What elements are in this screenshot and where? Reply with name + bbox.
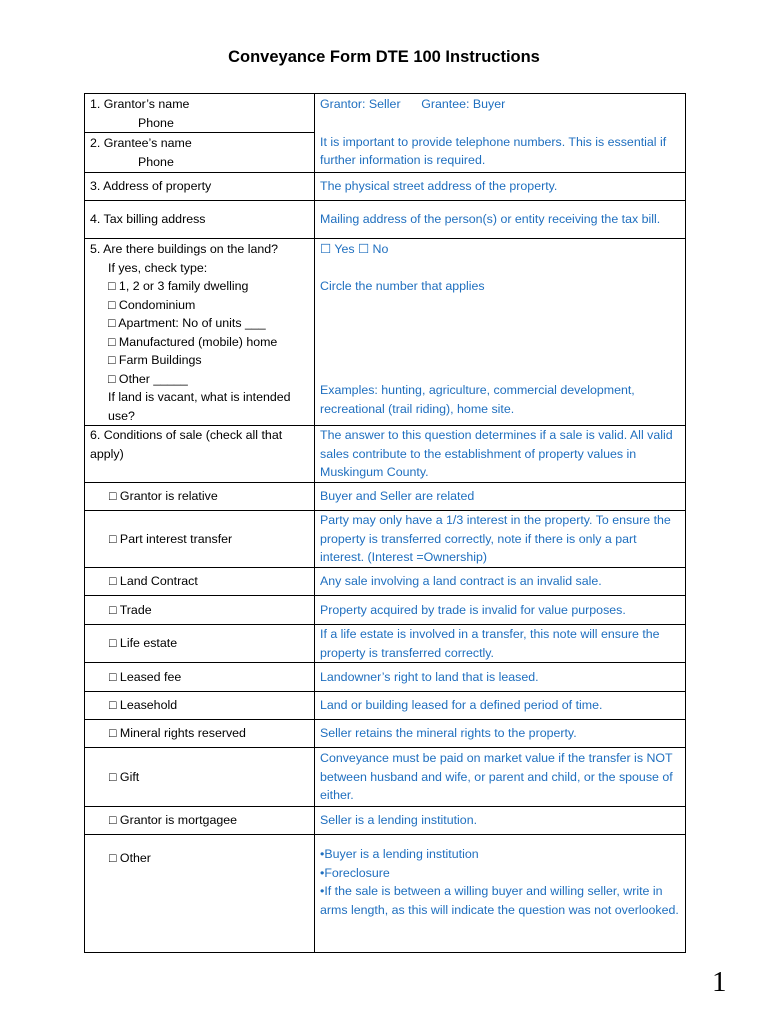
table-row bbox=[85, 596, 686, 625]
page-number: 1 bbox=[712, 966, 727, 998]
land-contract-description: Any sale involving a land contract is an invalid sale. bbox=[315, 568, 686, 596]
instructions-table bbox=[84, 93, 686, 953]
building-option: □ Condominium bbox=[108, 297, 196, 312]
mortgagee-label: □ Grantor is mortgagee bbox=[109, 813, 238, 828]
trade-label-cell bbox=[85, 596, 315, 625]
part-interest-description: Party may only have a 1/3 interest in the property. To ensure the property is transferred correctly, note if there is only a part interest. (Interest =Ownership) bbox=[315, 511, 686, 568]
table-row bbox=[85, 835, 686, 953]
other-label-cell bbox=[85, 835, 315, 953]
conditions-description: The answer to this question determines if a sale is valid. All valid sales contribute to the establishment of property values in Muskingum County. bbox=[315, 426, 686, 483]
leasehold-description: Land or building leased for a defined period of time. bbox=[315, 692, 686, 720]
grantor-grantee-description bbox=[315, 94, 686, 173]
trade-description: Property acquired by trade is invalid for value purposes. bbox=[315, 596, 686, 625]
building-option: □ Manufactured (mobile) home bbox=[108, 334, 278, 349]
conditions-label: 6. Conditions of sale (check all that apply) bbox=[85, 426, 315, 483]
table-row bbox=[85, 239, 686, 426]
land-use-examples: Examples: hunting, agriculture, commercial development, recreational (trail riding), home site. bbox=[320, 383, 635, 416]
grantor-label: 1. Grantor’s name bbox=[90, 97, 190, 111]
buildings-description bbox=[315, 239, 686, 426]
address-description: The physical street address of the property. bbox=[315, 173, 686, 201]
land-contract-label-cell bbox=[85, 568, 315, 596]
leased-fee-label-cell bbox=[85, 663, 315, 692]
mortgagee-label-cell bbox=[85, 807, 315, 835]
table-row bbox=[85, 511, 686, 568]
building-option: □ Farm Buildings bbox=[108, 353, 202, 367]
land-contract-label: □ Land Contract bbox=[109, 574, 198, 589]
leasehold-label: □ Leasehold bbox=[109, 698, 178, 713]
telephone-note: It is important to provide telephone numbers. This is essential if further information is required. bbox=[320, 134, 667, 167]
table-row bbox=[85, 692, 686, 720]
tax-billing-description: Mailing address of the person(s) or entity receiving the tax bill. bbox=[315, 201, 686, 239]
other-description bbox=[315, 835, 686, 953]
mortgagee-description: Seller is a lending institution. bbox=[315, 807, 686, 835]
tax-billing-label: 4. Tax billing address bbox=[85, 201, 315, 239]
relative-label-cell bbox=[85, 483, 315, 511]
table-row bbox=[85, 426, 686, 483]
table-row bbox=[85, 173, 686, 201]
gift-label: □ Gift bbox=[109, 769, 140, 784]
gift-description: Conveyance must be paid on market value if the transfer is NOT between husband and wife, or parent and child, or the spouse of either. bbox=[315, 748, 686, 807]
yes-no-checkboxes: ☐ Yes ☐ No bbox=[320, 242, 389, 256]
life-estate-description: If a life estate is involved in a transfer, this note will ensure the property is transferred correctly. bbox=[315, 625, 686, 663]
grantor-phone-label: Phone bbox=[138, 115, 174, 130]
vacant-land-question: If land is vacant, what is intended use? bbox=[108, 390, 291, 423]
building-option: □ Other _____ bbox=[108, 371, 188, 386]
buildings-question: 5. Are there buildings on the land? bbox=[90, 242, 279, 256]
building-type-prompt: If yes, check type: bbox=[108, 260, 208, 275]
leasehold-label-cell bbox=[85, 692, 315, 720]
table-row bbox=[85, 483, 686, 511]
building-option: □ Apartment: No of units ___ bbox=[108, 316, 266, 330]
table-row bbox=[85, 748, 686, 807]
table-row bbox=[85, 625, 686, 663]
grantee-label: 2. Grantee’s name bbox=[90, 136, 192, 150]
table-row bbox=[85, 720, 686, 748]
building-option: □ 1, 2 or 3 family dwelling bbox=[108, 279, 249, 293]
leased-fee-label: □ Leased fee bbox=[109, 669, 182, 684]
life-estate-label-cell bbox=[85, 625, 315, 663]
mineral-label: □ Mineral rights reserved bbox=[109, 726, 246, 741]
grantee-phone-label: Phone bbox=[138, 154, 174, 169]
other-label: □ Other bbox=[109, 851, 151, 865]
other-bullet: •Buyer is a lending institution bbox=[320, 847, 479, 861]
relative-description: Buyer and Seller are related bbox=[315, 483, 686, 511]
table-row bbox=[85, 94, 686, 133]
other-bullet: •Foreclosure bbox=[320, 865, 390, 880]
table-row bbox=[85, 663, 686, 692]
table-row bbox=[85, 807, 686, 835]
buildings-label-cell bbox=[85, 239, 315, 426]
trade-label: □ Trade bbox=[109, 602, 152, 617]
grantee-label-cell bbox=[85, 133, 315, 173]
circle-note: Circle the number that applies bbox=[320, 278, 485, 293]
document-title: Conveyance Form DTE 100 Instructions bbox=[228, 48, 540, 66]
table-row bbox=[85, 201, 686, 239]
relative-label: □ Grantor is relative bbox=[109, 489, 218, 504]
mineral-description: Seller retains the mineral rights to the property. bbox=[315, 720, 686, 748]
life-estate-label: □ Life estate bbox=[109, 636, 178, 651]
part-interest-label-cell bbox=[85, 511, 315, 568]
leased-fee-description: Landowner’s right to land that is leased. bbox=[315, 663, 686, 692]
grantor-label-cell bbox=[85, 94, 315, 133]
part-interest-label: □ Part interest transfer bbox=[109, 531, 233, 546]
address-label: 3. Address of property bbox=[85, 173, 315, 201]
mineral-label-cell bbox=[85, 720, 315, 748]
gift-label-cell bbox=[85, 748, 315, 807]
other-bullet: •If the sale is between a willing buyer and willing seller, write in arms length, as this will indicate the question was not overlooked. bbox=[320, 884, 679, 917]
grantor-grantee-note: Grantor: Seller Grantee: Buyer bbox=[320, 97, 506, 111]
table-row bbox=[85, 568, 686, 596]
